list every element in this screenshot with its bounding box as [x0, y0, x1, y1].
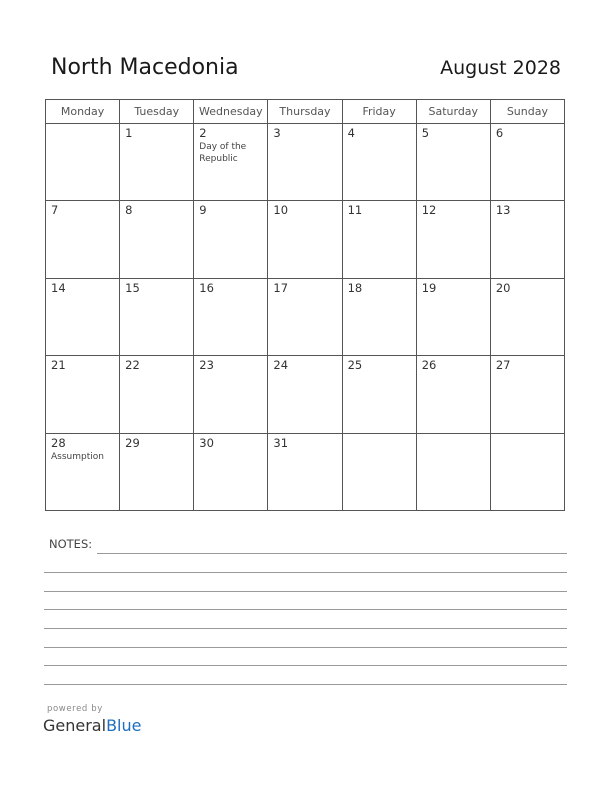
- day-cell: [490, 124, 564, 201]
- week-row: [46, 356, 565, 433]
- day-number: 5: [421, 126, 430, 140]
- calendar-month-title: August 2028: [440, 57, 561, 79]
- day-cell: [194, 433, 268, 510]
- notes-line: [44, 591, 567, 592]
- day-cell: [416, 278, 490, 355]
- weekday-header: Monday: [46, 100, 120, 124]
- weekday-header: Tuesday: [120, 100, 194, 124]
- day-cell: [268, 124, 342, 201]
- notes-line: [44, 609, 567, 610]
- notes-line: [97, 553, 567, 554]
- day-cell: [46, 356, 120, 433]
- day-number: 6: [495, 126, 504, 140]
- week-row: [46, 278, 565, 355]
- day-number: 23: [199, 358, 214, 373]
- day-cell: [268, 278, 342, 355]
- day-cell: [416, 201, 490, 278]
- day-number: 8: [125, 203, 133, 218]
- day-number: 19: [421, 280, 437, 295]
- day-cell: [194, 124, 268, 201]
- day-number: 4: [347, 126, 355, 140]
- week-row: [46, 201, 565, 278]
- notes-line: [44, 647, 567, 648]
- notes-line: [44, 628, 567, 629]
- day-cell: [194, 278, 268, 355]
- day-cell: [416, 356, 490, 433]
- day-number: 12: [421, 203, 437, 218]
- weekday-header: Thursday: [268, 100, 342, 124]
- day-number: 30: [199, 435, 214, 450]
- day-number: 29: [125, 435, 140, 450]
- day-number: 16: [199, 280, 214, 295]
- weekday-header: Friday: [342, 100, 416, 124]
- day-cell: [120, 124, 194, 201]
- calendar-country-title: North Macedonia: [51, 55, 239, 80]
- notes-label: NOTES:: [49, 537, 93, 551]
- notes-line: [44, 572, 567, 573]
- day-number: 31: [273, 435, 289, 450]
- weekday-header: Saturday: [416, 100, 490, 124]
- generalblue-logo: [43, 716, 141, 735]
- week-row: [46, 124, 565, 201]
- day-cell: [268, 433, 342, 510]
- day-number: 2: [199, 126, 207, 140]
- day-cell: [342, 124, 416, 201]
- day-cell: [120, 433, 194, 510]
- week-row: [46, 433, 565, 510]
- day-number: 28: [51, 435, 66, 450]
- day-cell: [268, 201, 342, 278]
- day-cell: [120, 356, 194, 433]
- day-cell: [490, 356, 564, 433]
- brand-part-general: General: [43, 716, 107, 735]
- holiday-label: Assumption: [51, 451, 104, 462]
- day-cell: [342, 433, 416, 510]
- day-number: 15: [125, 280, 140, 295]
- brand-part-blue: Blue: [106, 716, 142, 735]
- day-number: 3: [273, 126, 281, 140]
- day-number: 22: [125, 358, 140, 373]
- day-number: 9: [199, 203, 207, 218]
- day-number: 27: [495, 358, 511, 373]
- day-number: 11: [347, 203, 363, 218]
- day-number: 13: [495, 203, 511, 218]
- day-number: 1: [125, 126, 133, 140]
- day-cell: [194, 356, 268, 433]
- notes-line: [44, 665, 567, 666]
- notes-line: [44, 684, 567, 685]
- day-number: 10: [273, 203, 289, 218]
- day-cell: [46, 201, 120, 278]
- weekday-header-row: [46, 100, 565, 124]
- weekday-header: Wednesday: [194, 100, 268, 124]
- day-number: 18: [347, 280, 363, 295]
- day-cell: [416, 433, 490, 510]
- day-cell: [490, 433, 564, 510]
- day-cell: [120, 201, 194, 278]
- day-cell: [46, 278, 120, 355]
- day-number: 20: [495, 280, 511, 295]
- day-number: 21: [51, 358, 66, 373]
- weekday-header: Sunday: [490, 100, 564, 124]
- day-number: 25: [347, 358, 363, 373]
- day-cell: [342, 356, 416, 433]
- day-number: 14: [51, 280, 66, 295]
- day-number: 17: [273, 280, 289, 295]
- calendar-grid: [45, 99, 565, 511]
- powered-by-text: powered by: [47, 704, 103, 714]
- day-cell: [342, 278, 416, 355]
- day-cell: [490, 278, 564, 355]
- day-cell: [416, 124, 490, 201]
- day-number: 26: [421, 358, 437, 373]
- day-number: 24: [273, 358, 289, 373]
- day-cell: [120, 278, 194, 355]
- holiday-label: Day of the Republic: [199, 142, 247, 164]
- day-cell: [46, 433, 120, 510]
- day-cell: [46, 124, 120, 201]
- day-cell: [194, 201, 268, 278]
- day-cell: [268, 356, 342, 433]
- day-number: 7: [51, 203, 59, 218]
- day-cell: [490, 201, 564, 278]
- day-cell: [342, 201, 416, 278]
